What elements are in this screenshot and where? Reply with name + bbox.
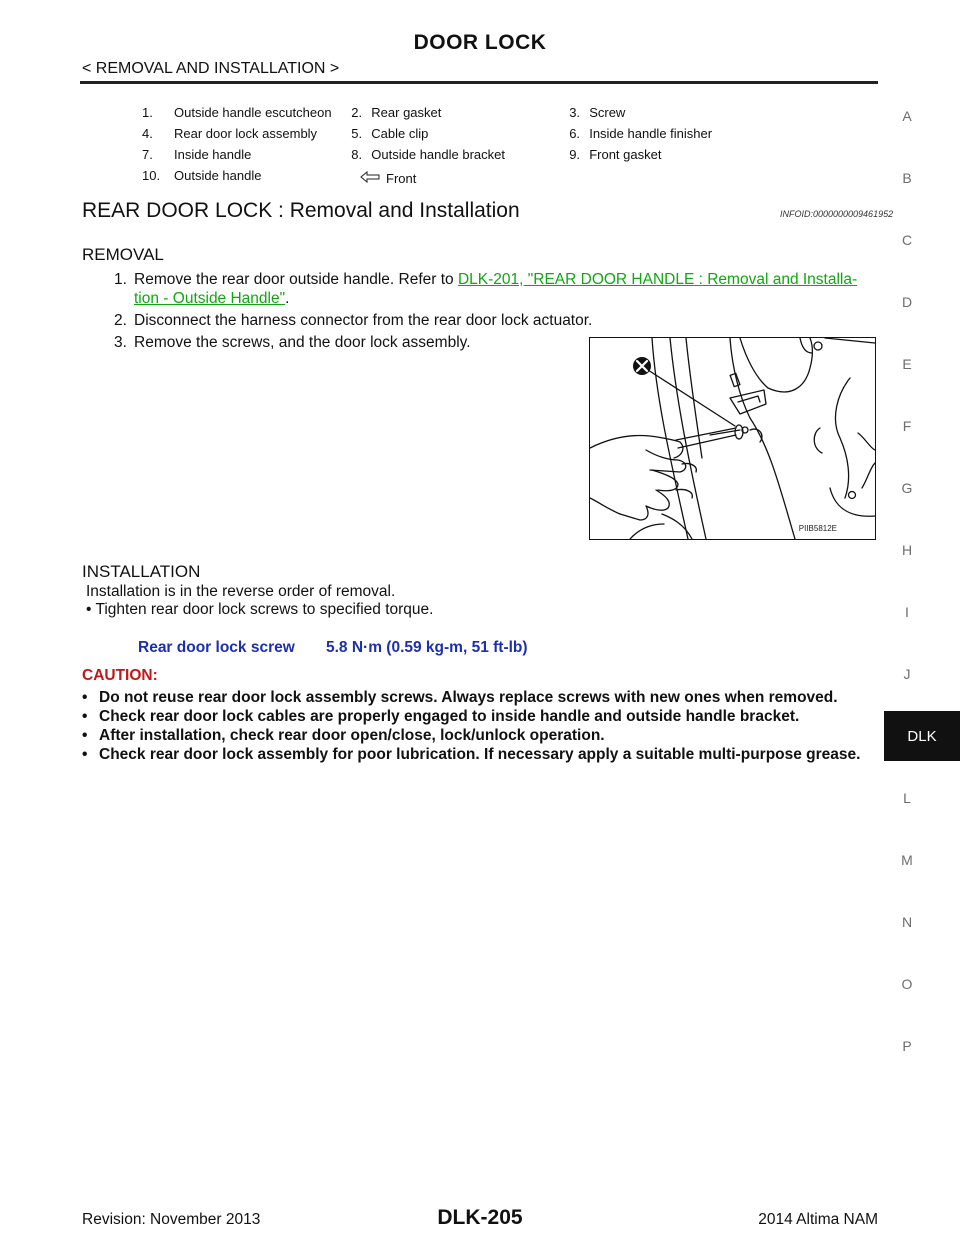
- legend-num: 10.: [142, 168, 161, 183]
- side-index-letter[interactable]: I: [905, 604, 909, 620]
- caution-text: Check rear door lock cables are properly engaged to inside handle and outside handle bracket.: [99, 708, 800, 725]
- side-index-letter[interactable]: B: [902, 170, 912, 186]
- reference-link[interactable]: DLK-201, "REAR DOOR HANDLE : Removal and Installa-: [457, 271, 858, 288]
- step-text: Disconnect the harness connector from the rear door lock actuator.: [134, 312, 593, 329]
- legend-label: Inside handle: [174, 147, 252, 162]
- caution-list: [82, 688, 882, 764]
- installation-heading: INSTALLATION: [82, 562, 201, 581]
- legend-num: 3.: [569, 105, 581, 120]
- illustration-drawing: [590, 338, 875, 539]
- reference-link-cont[interactable]: tion - Outside Handle": [134, 290, 286, 307]
- legend-label: Rear door lock assembly: [174, 126, 318, 141]
- legend-num: 6.: [569, 126, 581, 141]
- side-index-letter[interactable]: F: [902, 418, 912, 434]
- caution-text: After installation, check rear door open/close, lock/unlock operation.: [99, 727, 605, 744]
- installation-text: Installation is in the reverse order of removal.: [86, 583, 396, 600]
- legend-item: [142, 105, 351, 120]
- figure-code: PIIB5812E: [798, 524, 837, 533]
- step-number: 1.: [114, 271, 127, 288]
- caution-item: [82, 707, 882, 726]
- footer-page-number: DLK-205: [437, 1206, 523, 1229]
- legend-num: 5.: [351, 126, 363, 141]
- legend-label: Outside handle bracket: [371, 147, 505, 162]
- caution-text: Check rear door lock assembly for poor lubrication. If necessary apply a suitable multi-purpose grease.: [99, 746, 861, 763]
- installation-bullet: • Tighten rear door lock screws to specified torque.: [86, 601, 434, 618]
- legend-num: 7.: [142, 147, 153, 162]
- step-text: Remove the screws, and the door lock assembly.: [134, 334, 471, 351]
- legend-item: [142, 147, 351, 162]
- legend-num: 2.: [351, 105, 363, 120]
- legend-item: [351, 105, 569, 120]
- legend-num: 8.: [351, 147, 363, 162]
- side-index-letter[interactable]: J: [903, 666, 911, 682]
- legend-label: Cable clip: [371, 126, 429, 141]
- caution-heading: CAUTION:: [82, 667, 158, 684]
- side-index-letter[interactable]: O: [901, 976, 913, 992]
- door-lock-illustration: [589, 337, 876, 540]
- legend-label: Rear gasket: [371, 105, 442, 120]
- bullet: •: [82, 727, 88, 744]
- side-index-letter[interactable]: L: [903, 790, 911, 806]
- legend-label: Outside handle escutcheon: [174, 105, 332, 120]
- step-number: 3.: [114, 334, 127, 351]
- removal-step-1: [0, 271, 890, 311]
- footer-revision: Revision: November 2013: [82, 1211, 261, 1228]
- breadcrumb: < REMOVAL AND INSTALLATION >: [82, 60, 340, 77]
- bullet: •: [82, 689, 88, 706]
- torque-label: Rear door lock screw: [138, 639, 295, 656]
- legend-row: [142, 144, 742, 165]
- side-index-letter[interactable]: D: [901, 294, 913, 310]
- side-index-letter[interactable]: A: [902, 108, 912, 124]
- legend-front-label: Front: [386, 171, 417, 186]
- section-title: REAR DOOR LOCK : Removal and Installation: [82, 199, 520, 222]
- bullet: •: [82, 746, 88, 763]
- step-suffix: .: [285, 290, 290, 307]
- step-text-cont: [134, 290, 289, 308]
- step-text-body: Remove the rear door outside handle. Refer to: [134, 271, 458, 288]
- page-title: DOOR LOCK: [413, 31, 547, 54]
- step-number: 2.: [114, 312, 127, 329]
- side-index-letter[interactable]: P: [902, 1038, 912, 1054]
- step-text: [134, 271, 857, 289]
- legend-row: [142, 165, 742, 186]
- header-rule: [80, 81, 878, 84]
- do-not-reuse-icon: [633, 357, 651, 375]
- removal-step-2: [0, 312, 890, 332]
- legend-item: [142, 168, 360, 183]
- legend-label: Inside handle finisher: [589, 126, 713, 141]
- caution-text: Do not reuse rear door lock assembly screws. Always replace screws with new ones when removed.: [99, 689, 838, 706]
- torque-spec: [138, 639, 528, 657]
- side-index-letter[interactable]: C: [901, 232, 913, 248]
- removal-heading: REMOVAL: [82, 245, 164, 264]
- legend-label: Outside handle: [174, 168, 262, 183]
- legend-item: [351, 126, 569, 141]
- removal-step-3: [0, 334, 580, 354]
- legend-num: 4.: [142, 126, 153, 141]
- legend-item: [569, 147, 742, 162]
- side-index-letter[interactable]: M: [901, 852, 913, 868]
- arrow-left-outline-icon: [360, 171, 380, 183]
- legend-item: [569, 126, 742, 141]
- legend-row: [142, 102, 742, 123]
- side-index-letter[interactable]: G: [901, 480, 913, 496]
- legend-num: 1.: [142, 105, 153, 120]
- info-id: INFOID:0000000009461952: [780, 209, 894, 219]
- side-index-letter[interactable]: N: [901, 914, 913, 930]
- legend-label: Screw: [589, 105, 626, 120]
- caution-item: [82, 745, 882, 764]
- bullet: •: [82, 708, 88, 725]
- side-index-active-tab[interactable]: DLK: [884, 711, 960, 761]
- legend-front-item: [360, 171, 587, 186]
- footer-model: 2014 Altima NAM: [758, 1211, 878, 1228]
- legend-table: [142, 102, 742, 186]
- legend-num: 9.: [569, 147, 581, 162]
- legend-row: [142, 123, 742, 144]
- legend-item: [142, 126, 351, 141]
- legend-label: Front gasket: [589, 147, 662, 162]
- caution-item: [82, 726, 882, 745]
- caution-item: [82, 688, 882, 707]
- legend-item: [351, 147, 569, 162]
- side-index-letter[interactable]: E: [902, 356, 912, 372]
- torque-value: 5.8 N·m (0.59 kg-m, 51 ft-lb): [326, 639, 528, 656]
- legend-item: [569, 105, 742, 120]
- side-index-letter[interactable]: H: [901, 542, 913, 558]
